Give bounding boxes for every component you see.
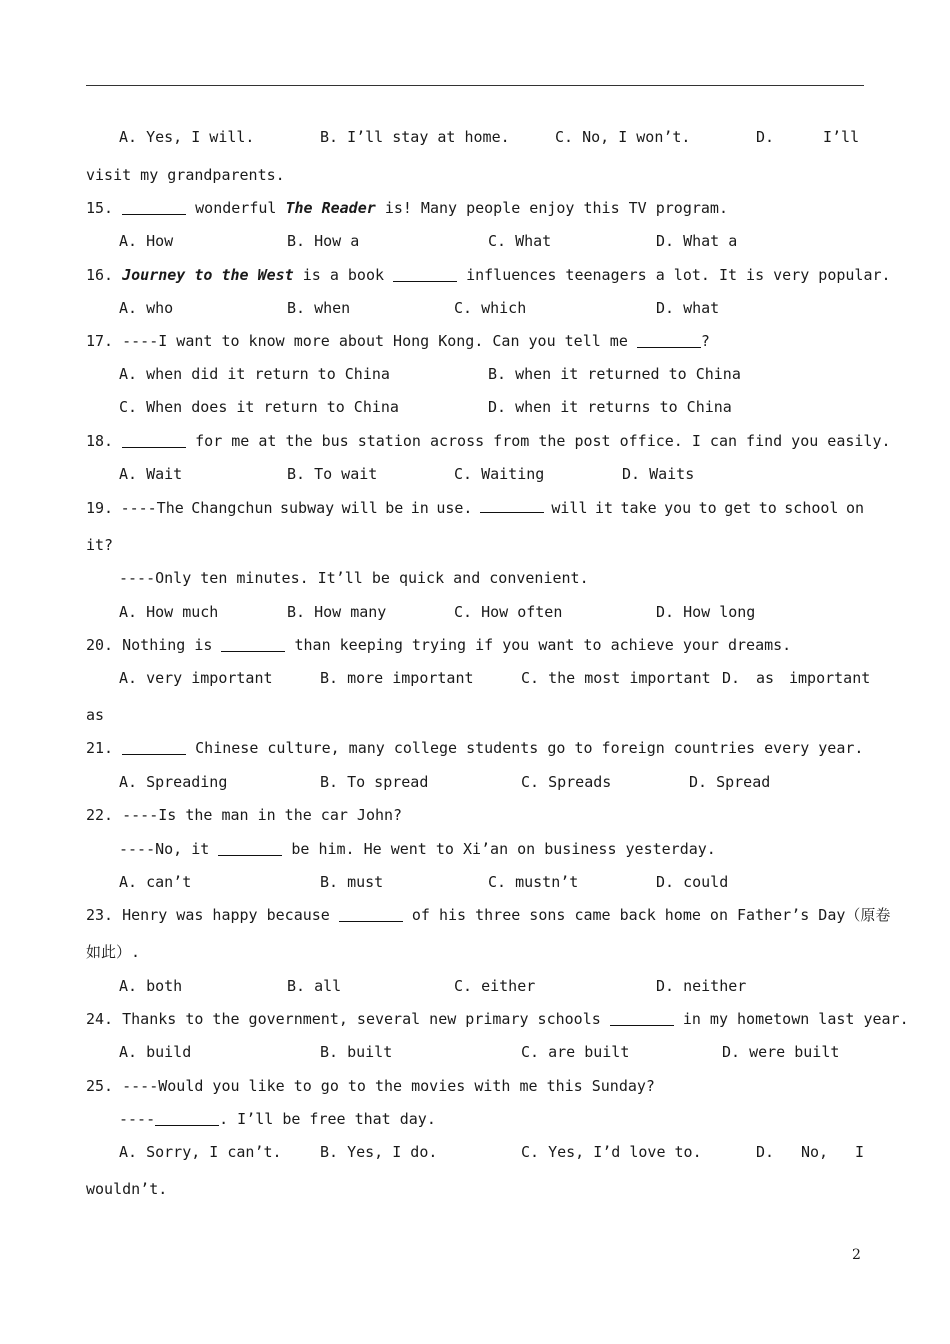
q19-word: ----The <box>120 499 184 517</box>
q23-number: 23. <box>86 906 114 924</box>
q17-options-row2 <box>119 396 864 418</box>
q14-option-b: B. I’ll stay at home. <box>320 128 510 146</box>
q19-number: 19. <box>86 499 114 517</box>
q15-option-c: C. What <box>488 232 552 250</box>
q19-word: get <box>724 499 752 517</box>
q23-option-d: D. neither <box>656 977 747 995</box>
q23-option-c: C. either <box>454 977 536 995</box>
q15-stem <box>86 197 864 219</box>
answer-blank <box>155 1110 219 1126</box>
q22-option-b: B. must <box>320 873 384 891</box>
q15-text: wonderful <box>195 199 277 217</box>
q22-options <box>119 871 864 893</box>
q21-text: Chinese culture, many college students go to foreign countries every year. <box>195 739 864 757</box>
q21-option-b: B. To spread <box>320 773 429 791</box>
q14-option-d-word: I’ll <box>823 128 860 146</box>
q19-option-c: C. How often <box>454 603 563 621</box>
q25-options <box>119 1141 864 1163</box>
q19-options <box>119 601 864 623</box>
q22-text: ----No, it <box>119 840 210 858</box>
q14-option-a: A. Yes, I will. <box>119 128 255 146</box>
q20-text: Nothing is <box>122 636 213 654</box>
q16-text: is a book <box>302 266 385 284</box>
q20-option-d-word: as <box>756 669 775 687</box>
q19-word: will <box>551 499 588 517</box>
q20-option-d-word: important <box>789 669 871 687</box>
q19-word: you <box>664 499 692 517</box>
q20-stem <box>86 634 864 656</box>
q22-answer-line <box>119 838 864 860</box>
q24-option-a: A. build <box>119 1043 192 1061</box>
q23-options <box>119 975 864 997</box>
q16-option-d: D. what <box>656 299 720 317</box>
answer-blank <box>339 906 403 922</box>
q25-answer-line <box>119 1108 864 1130</box>
q25-number: 25. <box>86 1077 114 1095</box>
q17-option-a: A. when did it return to China <box>119 365 390 383</box>
q25-stem <box>86 1075 864 1097</box>
q21-stem <box>86 737 864 759</box>
q21-options <box>119 771 864 793</box>
answer-blank <box>221 636 285 652</box>
q15-options <box>119 230 864 252</box>
q18-stem <box>86 430 891 452</box>
q17-options-row1 <box>119 363 864 385</box>
q25-text: . I’ll be free that day. <box>219 1110 436 1128</box>
q19-word: on <box>845 499 864 517</box>
q20-number: 20. <box>86 636 114 654</box>
answer-blank <box>393 266 457 282</box>
q22-option-d: D. could <box>656 873 729 891</box>
q24-options <box>119 1041 864 1063</box>
q22-number: 22. <box>86 806 114 824</box>
header-rule <box>86 85 864 86</box>
q15-option-d: D. What a <box>656 232 738 250</box>
q19-word: be <box>385 499 404 517</box>
q14-option-d-cont: visit my grandparents. <box>86 166 285 184</box>
q16-number: 16. <box>86 266 114 284</box>
q18-text: for me at the bus station across from the post office. I can find you easily. <box>195 432 891 450</box>
q25-text: ---- <box>119 1110 156 1128</box>
q15-text: is! Many people enjoy this TV program. <box>384 199 728 217</box>
q19-word: take <box>620 499 657 517</box>
q19-word: will <box>341 499 378 517</box>
q19-word: to <box>698 499 717 517</box>
q15-number: 15. <box>86 199 114 217</box>
q21-option-c: C. Spreads <box>521 773 612 791</box>
q20-option-b: B. more important <box>320 669 474 687</box>
q24-stem <box>86 1008 909 1030</box>
q19-stem <box>86 497 864 519</box>
q25-option-c: C. Yes, I’d love to. <box>521 1143 702 1161</box>
q18-option-d: D. Waits <box>622 465 695 483</box>
q25-option-d-word: No, <box>801 1143 829 1161</box>
q22-option-c: C. mustn’t <box>488 873 579 891</box>
q20-option-d-cont: as <box>86 706 105 724</box>
q19-answer-line: ----Only ten minutes. It’ll be quick and convenient. <box>119 569 589 587</box>
q19-word: Changchun <box>191 499 273 517</box>
q20-option-a: A. very important <box>119 669 273 687</box>
answer-blank <box>637 332 701 348</box>
q19-word: in <box>410 499 429 517</box>
q22-option-a: A. can’t <box>119 873 192 891</box>
q24-option-d: D. were built <box>722 1043 840 1061</box>
q16-title: Journey to the West <box>122 266 294 284</box>
q25-option-d-letter: D. <box>756 1143 775 1161</box>
q20-options <box>119 667 871 689</box>
q24-option-b: B. built <box>320 1043 393 1061</box>
q14-option-d-letter: D. <box>756 128 775 146</box>
q16-stem <box>86 264 891 286</box>
q15-title: The Reader <box>285 199 376 217</box>
q23-option-b: B. all <box>287 977 342 995</box>
answer-blank <box>480 497 544 513</box>
q19-word: use. <box>436 499 473 517</box>
q25-option-b: B. Yes, I do. <box>320 1143 438 1161</box>
q25-option-d-cont: wouldn’t. <box>86 1180 168 1198</box>
q23-stem <box>86 904 891 926</box>
q20-text: than keeping trying if you want to achieve your dreams. <box>294 636 792 654</box>
q19-word: subway <box>280 499 335 517</box>
q23-text: of his three sons came back home on Father’s Day（原卷 <box>411 906 891 924</box>
q18-options <box>119 463 864 485</box>
q19-option-b: B. How many <box>287 603 387 621</box>
q22-stem <box>86 804 864 826</box>
q21-number: 21. <box>86 739 114 757</box>
q16-options <box>119 297 864 319</box>
q23-option-a: A. both <box>119 977 183 995</box>
answer-blank <box>122 199 186 215</box>
q18-number: 18. <box>86 432 114 450</box>
q19-word: it <box>594 499 614 517</box>
q17-option-b: B. when it returned to China <box>488 365 741 383</box>
q19-word: school <box>784 499 839 517</box>
answer-blank <box>122 432 186 448</box>
q25-text: ----Would you like to go to the movies with me this Sunday? <box>122 1077 655 1095</box>
q23-text: Henry was happy because <box>122 906 330 924</box>
answer-blank <box>218 840 282 856</box>
q17-option-d: D. when it returns to China <box>488 398 732 416</box>
q19-stem-cont: it? <box>86 536 114 554</box>
q23-stem-cont: 如此）. <box>86 943 141 961</box>
q22-text: ----Is the man in the car John? <box>122 806 403 824</box>
q17-stem <box>86 330 864 352</box>
q19-option-a: A. How much <box>119 603 219 621</box>
q16-option-b: B. when <box>287 299 351 317</box>
q16-option-c: C. which <box>454 299 527 317</box>
answer-blank <box>610 1010 674 1026</box>
q22-text: be him. He went to Xi’an on business yesterday. <box>291 840 716 858</box>
q24-option-c: C. are built <box>521 1043 630 1061</box>
q20-option-c: C. the most important <box>521 669 711 687</box>
page-number: 2 <box>852 1247 861 1263</box>
q14-options <box>119 126 864 148</box>
q20-option-d-letter: D. <box>722 669 741 687</box>
q25-option-d-word: I <box>855 1143 865 1161</box>
q17-text: ----I want to know more about Hong Kong. Can you tell me <box>122 332 628 350</box>
q14-option-c: C. No, I won’t. <box>555 128 691 146</box>
q17-number: 17. <box>86 332 114 350</box>
q18-option-a: A. Wait <box>119 465 183 483</box>
q24-text: in my hometown last year. <box>682 1010 909 1028</box>
q19-word: to <box>758 499 777 517</box>
q15-option-a: A. How <box>119 232 174 250</box>
q16-text: influences teenagers a lot. It is very popular. <box>466 266 891 284</box>
q17-text: ? <box>700 332 710 350</box>
q18-option-c: C. Waiting <box>454 465 545 483</box>
q19-option-d: D. How long <box>656 603 756 621</box>
q18-option-b: B. To wait <box>287 465 378 483</box>
answer-blank <box>122 739 186 755</box>
q21-option-a: A. Spreading <box>119 773 228 791</box>
q16-option-a: A. who <box>119 299 174 317</box>
q17-option-c: C. When does it return to China <box>119 398 399 416</box>
q24-number: 24. <box>86 1010 114 1028</box>
q25-option-a: A. Sorry, I can’t. <box>119 1143 282 1161</box>
q15-option-b: B. How a <box>287 232 360 250</box>
q21-option-d: D. Spread <box>689 773 771 791</box>
q24-text: Thanks to the government, several new primary schools <box>122 1010 601 1028</box>
